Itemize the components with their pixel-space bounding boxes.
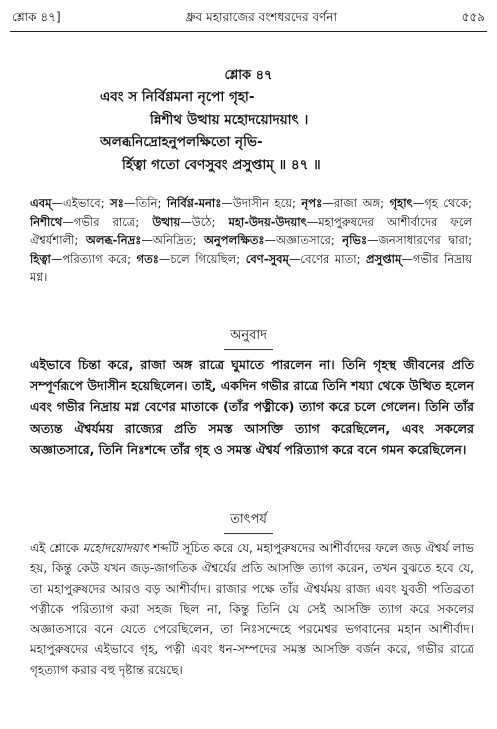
header-chapter-title: ধ্রুব মহারাজের বংশধরদের বর্ণনা xyxy=(185,10,337,24)
purport-italic-term: মহোদয়োদয়াৎ xyxy=(82,541,150,555)
purport-heading-wrap xyxy=(0,510,497,534)
synonym-word: নৃপঃ xyxy=(301,196,323,210)
word-for-word-synonyms xyxy=(30,194,472,287)
verse-number: শ্লোক ৪৭ xyxy=(224,68,273,83)
page-number: ৫৫৯ xyxy=(461,10,485,24)
purport-body: শব্দটি সূচিত করে যে, মহাপুরুষদের আশীর্বাদের ফলে জড় ঐশ্বর্য লাভ হয়, কিন্তু কেউ যখন জড়-জাগতিক ঐশ্বর্যের প্রতি আসক্তি ত্যাগ করেন, তখন বুঝতে হবে যে, তা মহাপুরুষদের আরও বড় আশীর্বাদ। রাজার পক্ষে তাঁর ঐশ্বর্যময় রাজ্য এবং যুবতী পতিব্রতা পত্নীকে পরিত্যাগ করা সহজ ছিল না, কিন্তু তিনি যে সেই আসক্তি ত্যাগ করে সকলের অজ্ঞাতসারে বনে যেতে পেরেছিলেন, তা নিঃসন্দেহে পরমেশ্বর ভগবানের মহান আশীর্বাদ। মহাপুরুষদের এইভাবে গৃহ, পত্নী এবং ধন-সম্পদের সমস্ত আসক্তি বর্জন করে, গভীর রাত্রে গৃহত্যাগ করার বহু দৃষ্টান্ত রয়েছে। xyxy=(30,541,474,677)
synonym-meaning: —এইভাবে; xyxy=(51,196,111,210)
purport-heading: তাৎপর্য xyxy=(224,510,273,534)
verse-line: ন্নিশীথ উত্থায় মহোদয়োদয়াৎ । xyxy=(150,111,309,128)
verse-line: র্হিত্বা গতো বেণসুবং প্রসুপ্তাম্ ॥ ৪৭ ॥ xyxy=(122,156,321,173)
synonym-meaning: —বেণের মাতা; xyxy=(288,251,366,266)
translation-heading-wrap xyxy=(0,326,497,350)
synonym-meaning: —উঠে; xyxy=(180,214,229,229)
synonym-meaning: —অজ্ঞাতসারে; xyxy=(264,233,343,247)
synonym-word: গৃহাৎ xyxy=(389,196,413,210)
verse-line: এবং স নির্বিণ্ণমনা নৃপো গৃহা- xyxy=(100,89,255,105)
sanskrit-verse xyxy=(100,86,470,176)
synonym-meaning: —উদাসীন হয়ে; xyxy=(221,196,302,210)
purport-text xyxy=(30,538,474,680)
synonym-word: অনুপলক্ষিতঃ xyxy=(203,233,265,247)
synonym-word: উত্থায় xyxy=(152,214,181,229)
synonym-word: এবম্ xyxy=(30,196,52,210)
synonym-word: নৃভিঃ xyxy=(342,233,368,247)
synonym-word: নিশীথে xyxy=(30,214,63,229)
header-verse-ref: শ্লোক ৪৭] xyxy=(12,10,61,24)
synonym-meaning: —গভীর রাত্রে; xyxy=(62,214,153,229)
translation-heading: অনুবাদ xyxy=(224,326,273,350)
synonym-word: বেণ-সুবম্ xyxy=(245,251,289,266)
synonym-word: হিত্বা xyxy=(30,251,51,266)
synonym-word: মহা-উদয়-উদয়াৎ xyxy=(228,214,307,229)
synonym-meaning: —মহাপুরুষদের আশীর্বাদের ফলে ঐশ্বর্যশালী; xyxy=(30,214,473,247)
synonym-meaning: —তিনি; xyxy=(123,196,167,210)
verse-line: অলব্ধনিদ্রোহনুপলক্ষিতো নৃভি- xyxy=(100,134,263,150)
synonym-meaning: —চলে গিয়েছিল; xyxy=(158,251,246,266)
synonym-meaning: —অনিদ্রিত; xyxy=(141,233,204,247)
synonym-word: নির্বিণ্ণ-মনাঃ xyxy=(166,196,222,210)
running-header xyxy=(12,8,485,30)
synonym-meaning: —জনসাধারণের দ্বারা; xyxy=(367,233,472,247)
synonym-meaning: —রাজা অঙ্গ; xyxy=(322,196,390,210)
synonym-meaning: —গৃহ থেকে; xyxy=(412,196,473,210)
translation-text: এইভাবে চিন্তা করে, রাজা অঙ্গ রাত্রে ঘুমাতে পারলেন না। তিনি গৃহস্থ জীবনের প্রতি সম্পূর্ণরূপে উদাসীন হয়েছিলেন। তাই, একদিন গভীর রাত্রে তিনি শয্যা থেকে উত্থিত হলেন এবং গভীর নিদ্রায় মগ্ন বেণের মাতাকে (তাঁর পত্নীকে) ত্যাগ করে চলে গেলেন। তিনি তাঁর অত্যন্ত ঐশ্বর্যময় রাজ্যের প্রতি সমস্ত আসক্তি ত্যাগ করেছিলেন, এবং সকলের অজ্ঞাতসারে, তিনি নিঃশব্দে তাঁর গৃহ ও সমস্ত ঐশ্বর্য পরিত্যাগ করে বনে গমন করেছিলেন। xyxy=(30,357,474,457)
synonym-word: গতঃ xyxy=(136,251,159,266)
header-rule xyxy=(10,31,487,32)
synonym-word: অলব্ধ-নিদ্রঃ xyxy=(85,233,142,247)
synonym-word: সঃ xyxy=(110,196,124,210)
synonym-word: প্রসুপ্তাম্ xyxy=(365,251,402,266)
purport-pre: এই শ্লোকে xyxy=(30,541,83,555)
synonym-meaning: —পরিত্যাগ করে; xyxy=(50,251,137,266)
synonym-meaning: —গভীর নিদ্রায় মগ্ন। xyxy=(30,251,472,284)
